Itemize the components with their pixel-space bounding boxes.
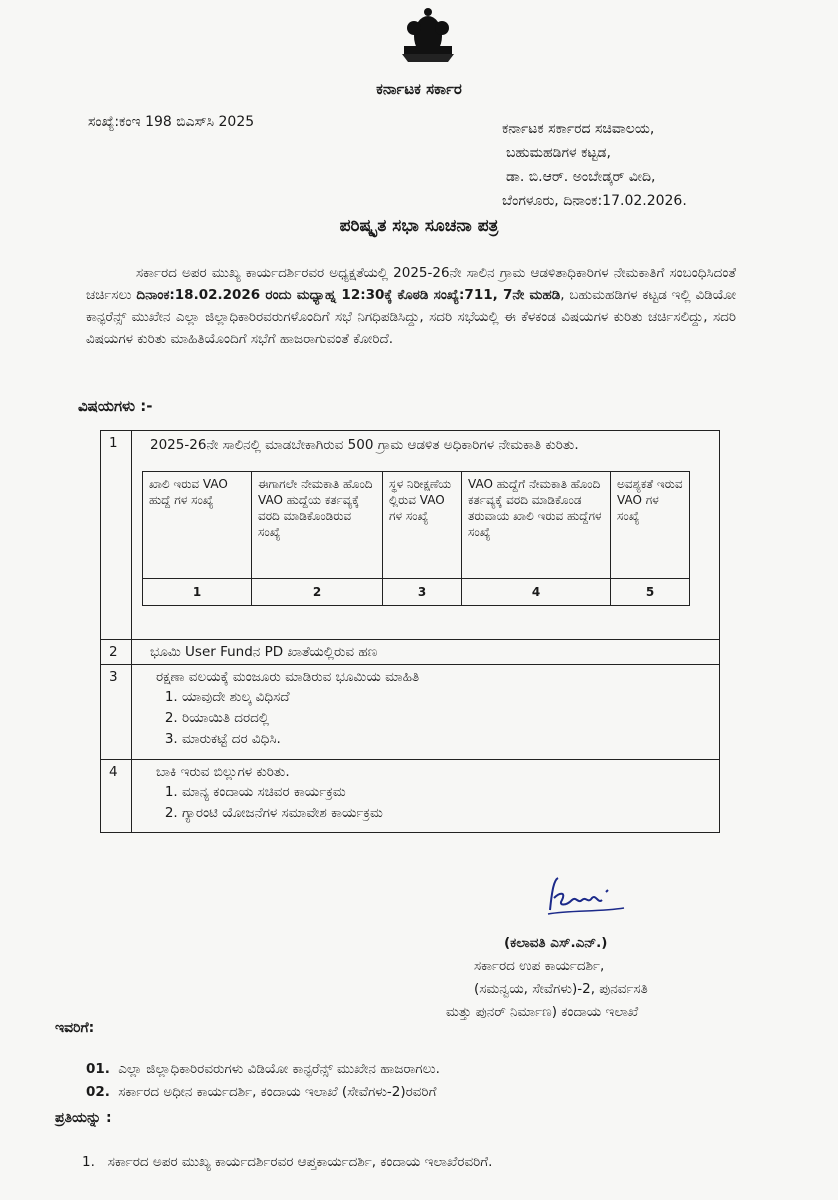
state-emblem-icon	[392, 6, 464, 66]
recipients-label: ಇವರಿಗೆ:	[55, 1020, 95, 1036]
office-address	[502, 117, 687, 213]
signatory-name: (ಕಲಾವತಿ ಎಸ್.ಎನ್.)	[504, 935, 608, 951]
address-line: ಕರ್ನಾಟಕ ಸರ್ಕಾರದ ಸಚಿವಾಲಯ,	[502, 121, 655, 137]
body-text: , ಬಹುಮಹಡಿಗಳ ಕಟ್ಟಡ ಇಲ್ಲಿ ವಿಡಿಯೋ ಕಾನ್ಫರೆನ್ಸ್ ಮುಖೇನ ಎಲ್ಲಾ ಜಿಲ್ಲಾಧಿಕಾರಿರವರುಗಳೊಂದಿಗೆ ಸಭೆ ನಿಗಧಿಪಡಿಸಿದ್ದು, ಸದರಿ ಸಭೆಯಲ್ಲಿ ಈ ಕೆಳಕಂಡ ವಿಷಯಗಳ ಕುರಿತು ಚರ್ಚಿಸಲಿದ್ದು, ಸದರಿ ವಿಷಯಗಳ ಕುರಿತು ಮಾಹಿತಿಯೊಂದಿಗೆ ಸಭೆಗೆ ಹಾಜರಾಗುವಂತೆ ಕೋರಿದೆ.	[86, 287, 737, 347]
column-index: 5	[611, 579, 690, 606]
topics-label: ವಿಷಯಗಳು :-	[78, 397, 153, 415]
item-number: 1.	[82, 1154, 95, 1170]
topic-text: ರಕ್ಷಣಾ ವಲಯಕ್ಕೆ ಮಂಜೂರು ಮಾಡಿರುವ ಭೂಮಿಯ ಮಾಹಿತಿ	[156, 669, 420, 685]
vacancy-table	[142, 471, 690, 606]
list-item	[82, 1154, 492, 1170]
topic-number: 4	[101, 760, 132, 833]
item-text: ಸರ್ಕಾರದ ಅಧೀನ ಕಾರ್ಯದರ್ಶಿ, ಕಂದಾಯ ಇಲಾಖೆ (ಸೇವೆಗಳು-2)ರವರಿಗೆ	[118, 1084, 437, 1100]
topic-cell	[132, 760, 720, 833]
signature-icon	[540, 870, 630, 930]
signatory-line: (ಸಮನ್ವಯ, ಸೇವೆಗಳು)-2, ಪುನರ್ವಸತಿ	[474, 981, 648, 997]
column-index: 1	[143, 579, 252, 606]
address-line: ಬಹುಮಹಡಿಗಳ ಕಟ್ಟಡ,	[506, 145, 611, 161]
item-number: 01.	[86, 1061, 110, 1077]
column-index: 2	[252, 579, 383, 606]
address-line: ಬೆಂಗಳೂರು, ದಿನಾಂಕ:17.02.2026.	[502, 193, 687, 209]
list-item: 1. ಯಾವುದೇ ಶುಲ್ಕ ವಿಧಿಸದೆ	[182, 687, 713, 708]
item-number: 02.	[86, 1084, 110, 1100]
topic-number: 3	[101, 665, 132, 760]
government-title: ಕರ್ನಾಟಕ ಸರ್ಕಾರ	[376, 80, 462, 98]
reference-number: ಸಂಖ್ಯೆ:ಕಂಇ 198 ಬಿಎಸ್‌ಸಿ 2025	[88, 114, 255, 130]
table-header: ಸ್ಥಳ ನಿರೀಕ್ಷಣೆಯ ಲ್ಲಿರುವ VAO ಗಳ ಸಂಖ್ಯೆ	[383, 472, 462, 579]
topic-number: 2	[101, 640, 132, 665]
list-item	[86, 1058, 440, 1081]
topic-cell	[132, 431, 720, 640]
subtopic-list	[138, 687, 713, 750]
table-header: ಈಗಾಗಲೇ ನೇಮಕಾತಿ ಹೊಂದಿ VAO ಹುದ್ದೆಯ ಕರ್ತವ್ಯಕ್ಕೆ ವರದಿ ಮಾಡಿಕೊಂಡಿರುವ ಸಂಖ್ಯೆ	[252, 472, 383, 579]
notice-title: ಪರಿಷ್ಕೃತ ಸಭಾ ಸೂಚನಾ ಪತ್ರ	[339, 216, 499, 236]
table-row	[143, 579, 690, 606]
column-index: 4	[462, 579, 611, 606]
topic-text: ಬಾಕಿ ಇರುವ ಬಿಲ್ಲುಗಳ ಕುರಿತು.	[156, 764, 290, 780]
subtopic-list	[138, 782, 713, 824]
table-header: VAO ಹುದ್ದೆಗೆ ನೇಮಕಾತಿ ಹೊಂದಿ ಕರ್ತವ್ಯಕ್ಕೆ ವರದಿ ಮಾಡಿಕೊಂಡ ತರುವಾಯ ಖಾಲಿ ಇರುವ ಹುದ್ದೆಗಳ ಸಂಖ್ಯೆ	[462, 472, 611, 579]
list-item: 2. ಗ್ಯಾರಂಟಿ ಯೋಜನೆಗಳ ಸಮಾವೇಶ ಕಾರ್ಯಕ್ರಮ	[182, 803, 713, 824]
topics-table	[100, 430, 720, 833]
topic-cell	[132, 665, 720, 760]
meeting-datetime: ದಿನಾಂಕ:18.02.2026 ರಂದು ಮಧ್ಯಾಹ್ನ 12:30ಕ್ಕೆ ಕೊಠಡಿ ಸಂಖ್ಯೆ:711, 7ನೇ ಮಹಡಿ	[136, 287, 561, 303]
list-item: 1. ಮಾನ್ಯ ಕಂದಾಯ ಸಚಿವರ ಕಾರ್ಯಕ್ರಮ	[182, 782, 713, 803]
copy-to-label: ಪ್ರತಿಯನ್ನು :	[55, 1110, 112, 1126]
table-row	[101, 665, 720, 760]
item-text: ಸರ್ಕಾರದ ಅಪರ ಮುಖ್ಯ ಕಾರ್ಯದರ್ಶಿರವರ ಆಪ್ತಕಾರ್ಯದರ್ಶಿ, ಕಂದಾಯ ಇಲಾಖೆರವರಿಗೆ.	[107, 1154, 493, 1170]
item-text: ಎಲ್ಲಾ ಜಿಲ್ಲಾಧಿಕಾರಿರವರುಗಳು ವಿಡಿಯೋ ಕಾನ್ಫರೆನ್ಸ್ ಮುಖೇನ ಹಾಜರಾಗಲು.	[118, 1061, 440, 1077]
list-item: 2. ರಿಯಾಯಿತಿ ದರದಲ್ಲಿ	[182, 708, 713, 729]
column-index: 3	[383, 579, 462, 606]
table-row	[143, 472, 690, 579]
topic-text: 2025-26ನೇ ಸಾಲಿನಲ್ಲಿ ಮಾಡಬೇಕಾಗಿರುವ 500 ಗ್ರಾಮ ಆಡಳಿತ ಅಧಿಕಾರಿಗಳ ನೇಮಕಾತಿ ಕುರಿತು.	[150, 437, 579, 453]
list-item	[86, 1081, 440, 1104]
topic-text: ಭೂಮಿ User Fundನ PD ಖಾತೆಯಲ್ಲಿರುವ ಹಣ	[132, 640, 720, 665]
signatory-line: ಮತ್ತು ಪುನರ್ ನಿರ್ಮಾಣ) ಕಂದಾಯ ಇಲಾಖೆ	[446, 1004, 639, 1020]
topic-number: 1	[101, 431, 132, 640]
address-line: ಡಾ. ಬಿ.ಆರ್. ಅಂಬೇಡ್ಕರ್ ವೀದಿ,	[506, 169, 656, 185]
table-header: ಖಾಲಿ ಇರುವ VAO ಹುದ್ದೆ ಗಳ ಸಂಖ್ಯೆ	[143, 472, 252, 579]
copy-to-list	[82, 1154, 492, 1170]
table-row	[101, 640, 720, 665]
recipients-list	[86, 1058, 440, 1104]
list-item: 3. ಮಾರುಕಟ್ಟೆ ದರ ವಿಧಿಸಿ.	[182, 729, 713, 750]
body-text: ಸರ್ಕಾರದ ಅಪರ ಮುಖ್ಯ ಕಾರ್ಯದರ್ಶಿರವರ ಅಧ್ಯಕ್ಷತೆಯಲ್ಲಿ 2025-26ನೇ ಸಾಲಿನ ಗ್ರಾಮ ಆಡಳಿತಾಧಿಕಾರಿಗಳ ನೇಮಕಾತಿಗೆ ಸಂಬಂಧಿಸಿದಂತೆ ಚರ್ಚಿಸಲು	[86, 265, 736, 303]
signatory-block	[446, 932, 648, 1024]
signatory-line: ಸರ್ಕಾರದ ಉಪ ಕಾರ್ಯದರ್ಶಿ,	[474, 958, 605, 974]
table-row	[101, 760, 720, 833]
notice-body	[86, 262, 736, 350]
table-row	[101, 431, 720, 640]
table-header: ಅವಶ್ಯಕತೆ ಇರುವ VAO ಗಳ ಸಂಖ್ಯೆ	[611, 472, 690, 579]
